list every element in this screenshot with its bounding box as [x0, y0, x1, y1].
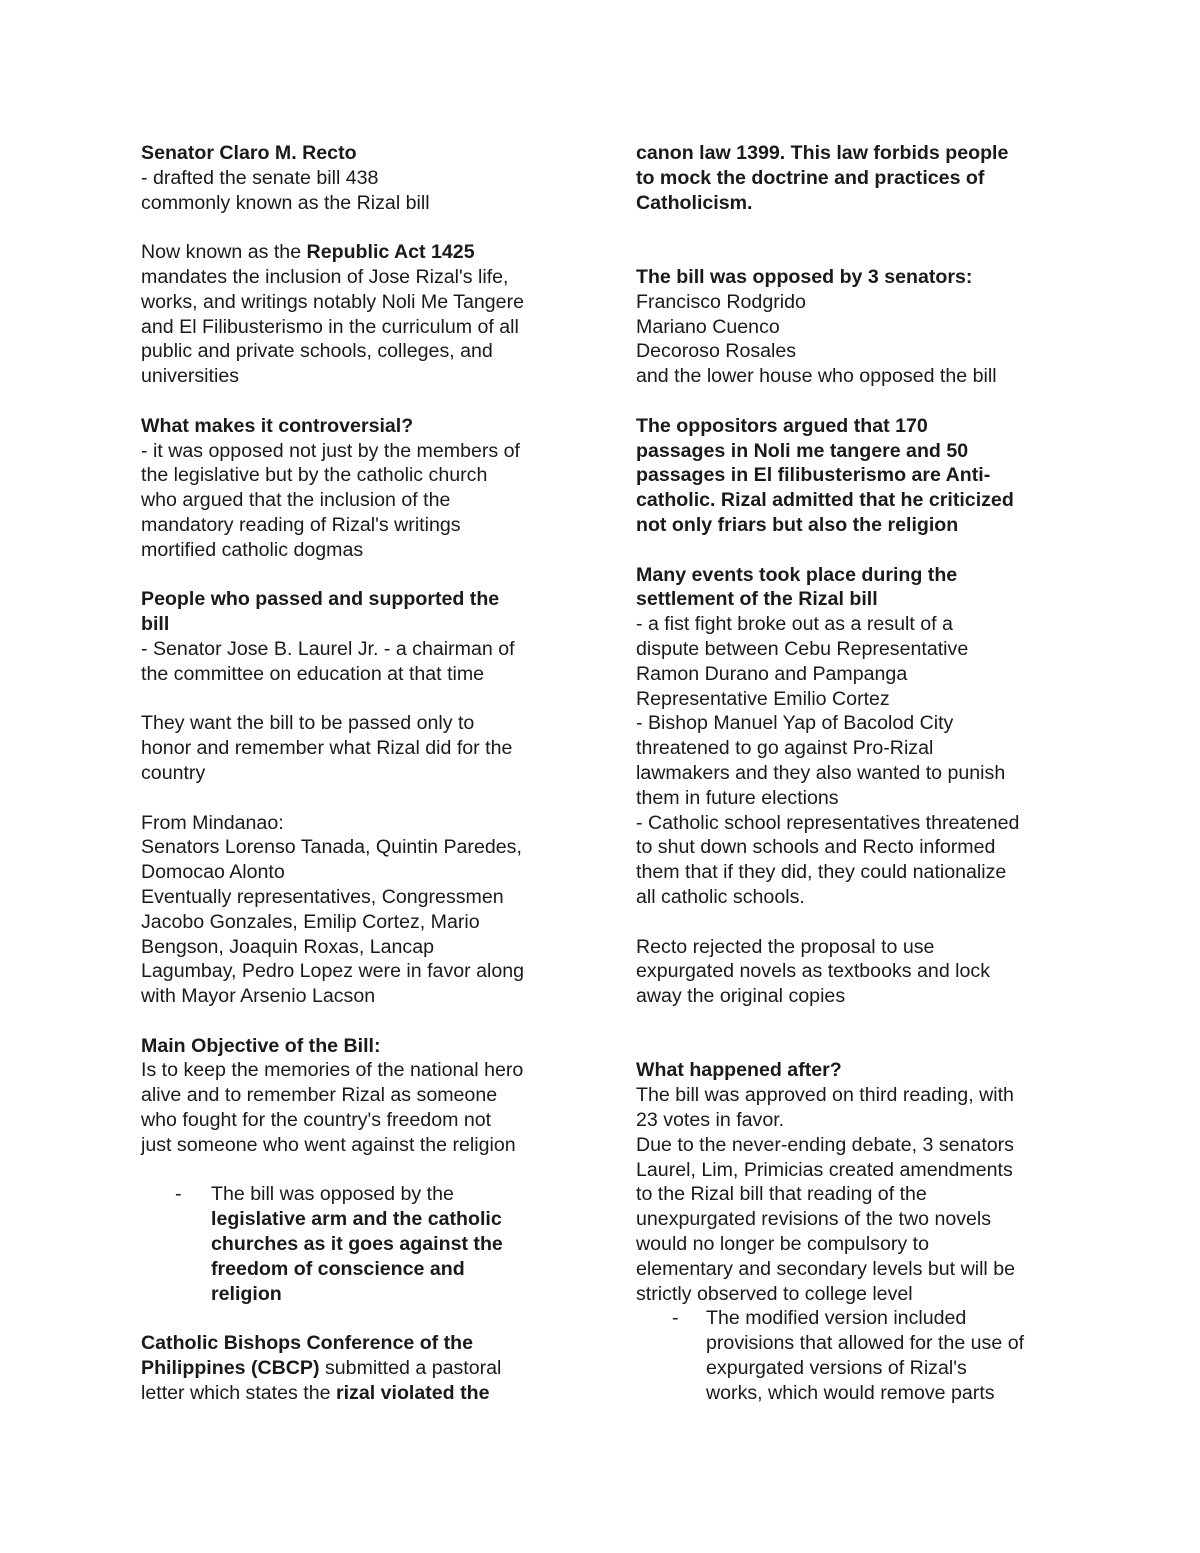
recto-line-1: - drafted the senate bill 438 — [141, 166, 379, 189]
opposed-bullet — [141, 1182, 581, 1306]
ra-bold: Republic Act 1425 — [306, 241, 475, 264]
supporters-heading: People who passed and supported the bill — [141, 588, 500, 636]
mindanao-body: From Mindanao: Senators Lorenso Tanada, Quintin Paredes, Domocao Alonto Eventually representatives, Congressmen Jacobo Gonzales, Emilip Cortez, Mario Bengson, Joaquin Roxas, Lancap Lagumbay, Pedro Lopez were in favor along with Mayor Arsenio Lacson — [141, 811, 525, 1008]
modified-bullet — [636, 1306, 1076, 1405]
republic-act-paragraph — [141, 240, 581, 265]
cbcp-bold: Catholic Bishops Conference of the Philippines (CBCP) — [141, 1332, 474, 1380]
cbcp-paragraph — [141, 1331, 581, 1405]
cbcp-plain: submitted a pastoral letter which states the — [141, 1357, 502, 1404]
ra-pre: Now known as the — [141, 241, 307, 264]
after-heading: What happened after? — [636, 1059, 842, 1082]
after-body: The bill was approved on third reading, with 23 votes in favor. Due to the never-ending debate, 3 senators Laurel, Lim, Primicias created amendments to the Rizal bill that reading of the unexpurgated revisions of the two novels would no longer be compulsory to elementary and secondary levels but will be strictly observed to college level — [636, 1084, 1016, 1305]
oppositors-paragraph: The oppositors argued that 170 passages in Noli me tangere and 50 passages in El filibusterismo are Anti- catholic. Rizal admitted that he criticized not only friars but also the religion — [636, 414, 1014, 536]
canon-law-paragraph: canon law 1399. This law forbids people to mock the doctrine and practices of Catholicism. — [636, 142, 1009, 214]
modified-bullet-text: The modified version included provisions that allowed for the use of expurgated versions of Rizal's works, which would remove parts — [706, 1307, 1025, 1404]
events-body: - a fist fight broke out as a result of a dispute between Cebu Representative Ramon Durano and Pampanga Representative Emilio Cortez - Bishop Manuel Yap of Bacolod City threatened to go against Pro-Rizal lawmakers and they also wanted to punish them in future elections - Catholic school representatives threatened to shut down schools and Recto informed them that if they did, they could nationalize all catholic schools. — [636, 613, 1020, 908]
events-heading: Many events took place during the settlement of the Rizal bill — [636, 563, 958, 611]
bullet-dash: - — [175, 1183, 182, 1206]
cbcp-bold-2: rizal violated the — [335, 1381, 490, 1404]
bullet-dash-right: - — [672, 1307, 679, 1330]
recto-rejected: Recto rejected the proposal to use expurgated novels as textbooks and lock away the original copies — [636, 935, 990, 1008]
objective-body: Is to keep the memories of the national hero alive and to remember Rizal as someone who fought for the country's freedom not just someone who went against the religion — [141, 1059, 524, 1156]
recto-line-2: commonly known as the Rizal bill — [141, 191, 430, 214]
supporters-body: - Senator Jose B. Laurel Jr. - a chairman of the committee on education at that time — [141, 637, 515, 685]
controversial-heading: What makes it controversial? — [141, 414, 414, 437]
want-body: They want the bill to be passed only to honor and remember what Rizal did for the country — [141, 712, 513, 784]
objective-heading: Main Objective of the Bill: — [141, 1034, 381, 1057]
bullet-bold: legislative arm and the catholic churches as it goes against the freedom of conscience and religion — [211, 1208, 503, 1305]
left-column — [141, 141, 581, 1406]
controversial-body: - it was opposed not just by the members of the legislative but by the catholic church who argued that the inclusion of the mandatory reading of Rizal's writings mortified catholic dogmas — [141, 439, 520, 561]
ra-body: mandates the inclusion of Jose Rizal's life, works, and writings notably Noli Me Tangere and El Filibusterismo in the curriculum of all public and private schools, colleges, and universities — [141, 265, 524, 388]
opposed-body: Francisco Rodgrido Mariano Cuenco Decoroso Rosales and the lower house who opposed the bill — [636, 290, 997, 388]
opposed-heading: The bill was opposed by 3 senators: — [636, 265, 973, 288]
bullet-plain: The bill was opposed by the — [211, 1183, 454, 1206]
recto-heading: Senator Claro M. Recto — [141, 142, 357, 164]
right-column — [636, 141, 1076, 1406]
